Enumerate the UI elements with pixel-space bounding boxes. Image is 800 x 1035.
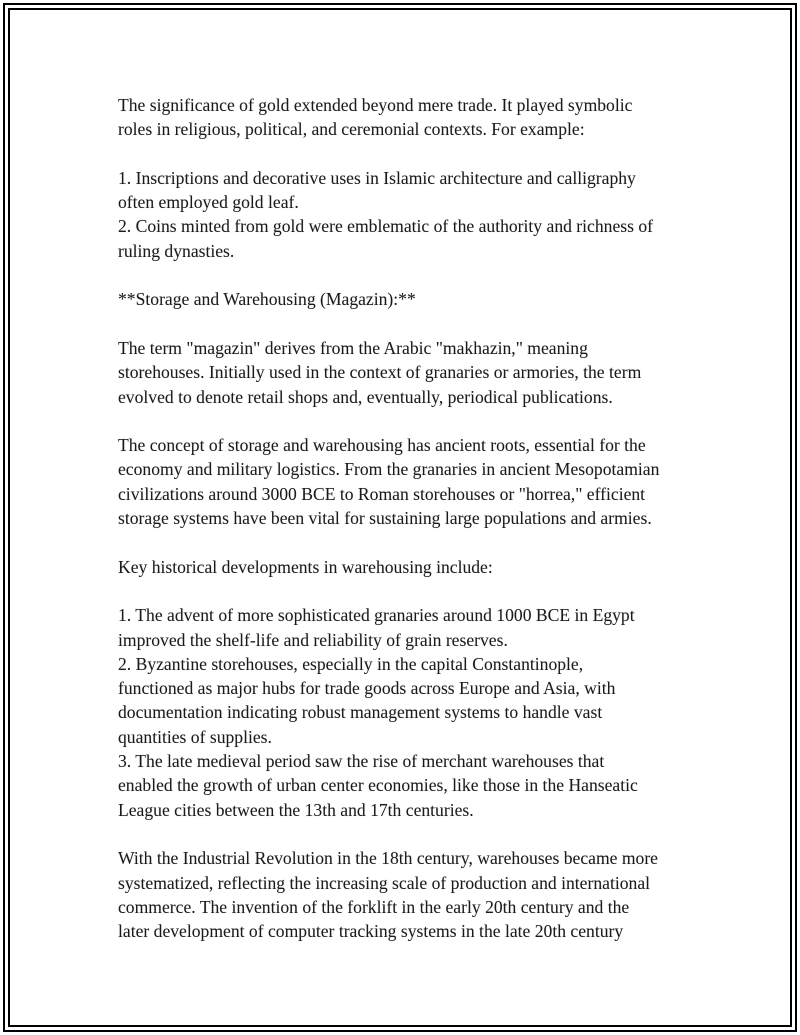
paragraph-gold-examples-list	[118, 166, 698, 263]
text-line: With the Industrial Revolution in the 18th century, warehouses became more	[118, 848, 658, 869]
text-line: later development of computer tracking systems in the late 20th century	[118, 921, 624, 942]
section-heading-storage	[118, 287, 698, 311]
list-item: documentation indicating robust management systems to handle vast	[118, 702, 603, 723]
text-line: systematized, reflecting the increasing scale of production and international	[118, 872, 651, 893]
list-item: 2. Coins minted from gold were emblematic of the authority and richness of	[118, 216, 654, 237]
text-line: economy and military logistics. From the granaries in ancient Mesopotamian	[118, 459, 660, 480]
heading-line: **Storage and Warehousing (Magazin):**	[118, 289, 416, 310]
paragraph-magazin-term	[118, 336, 698, 409]
paragraph-industrial-revolution	[118, 846, 698, 943]
paragraph-developments-list	[118, 603, 698, 822]
text-line: storehouses. Initially used in the context of granaries or armories, the term	[118, 362, 642, 383]
text-line: The significance of gold extended beyond mere trade. It played symbolic	[118, 95, 633, 115]
list-item: functioned as major hubs for trade goods across Europe and Asia, with	[118, 678, 616, 699]
paragraph-key-developments-intro	[118, 555, 698, 579]
list-item: quantities of supplies.	[118, 726, 272, 747]
list-item: improved the shelf-life and reliability of grain reserves.	[118, 629, 508, 650]
list-item: League cities between the 13th and 17th centuries.	[118, 799, 474, 820]
paragraph-storage-concept	[118, 433, 698, 530]
list-item: 3. The late medieval period saw the rise of merchant warehouses that	[118, 751, 605, 772]
list-item: 1. Inscriptions and decorative uses in Islamic architecture and calligraphy	[118, 167, 636, 188]
text-line: Key historical developments in warehousing include:	[118, 556, 493, 577]
document-body	[118, 93, 698, 968]
text-line: roles in religious, political, and ceremonial contexts. For example:	[118, 119, 585, 140]
list-item: often employed gold leaf.	[118, 192, 299, 213]
list-item: ruling dynasties.	[118, 240, 235, 261]
text-line: storage systems have been vital for sustaining large populations and armies.	[118, 508, 652, 529]
list-item: enabled the growth of urban center economies, like those in the Hanseatic	[118, 775, 638, 796]
text-line: The concept of storage and warehousing has ancient roots, essential for the	[118, 435, 646, 456]
list-item: 1. The advent of more sophisticated granaries around 1000 BCE in Egypt	[118, 605, 635, 626]
list-item: 2. Byzantine storehouses, especially in the capital Constantinople,	[118, 653, 584, 674]
text-line: evolved to denote retail shops and, eventually, periodical publications.	[118, 386, 613, 407]
text-line: civilizations around 3000 BCE to Roman storehouses or "horrea," efficient	[118, 483, 646, 504]
paragraph-gold-significance	[118, 93, 698, 142]
text-line: commerce. The invention of the forklift in the early 20th century and the	[118, 896, 630, 917]
text-line: The term "magazin" derives from the Arabic "makhazin," meaning	[118, 337, 588, 358]
